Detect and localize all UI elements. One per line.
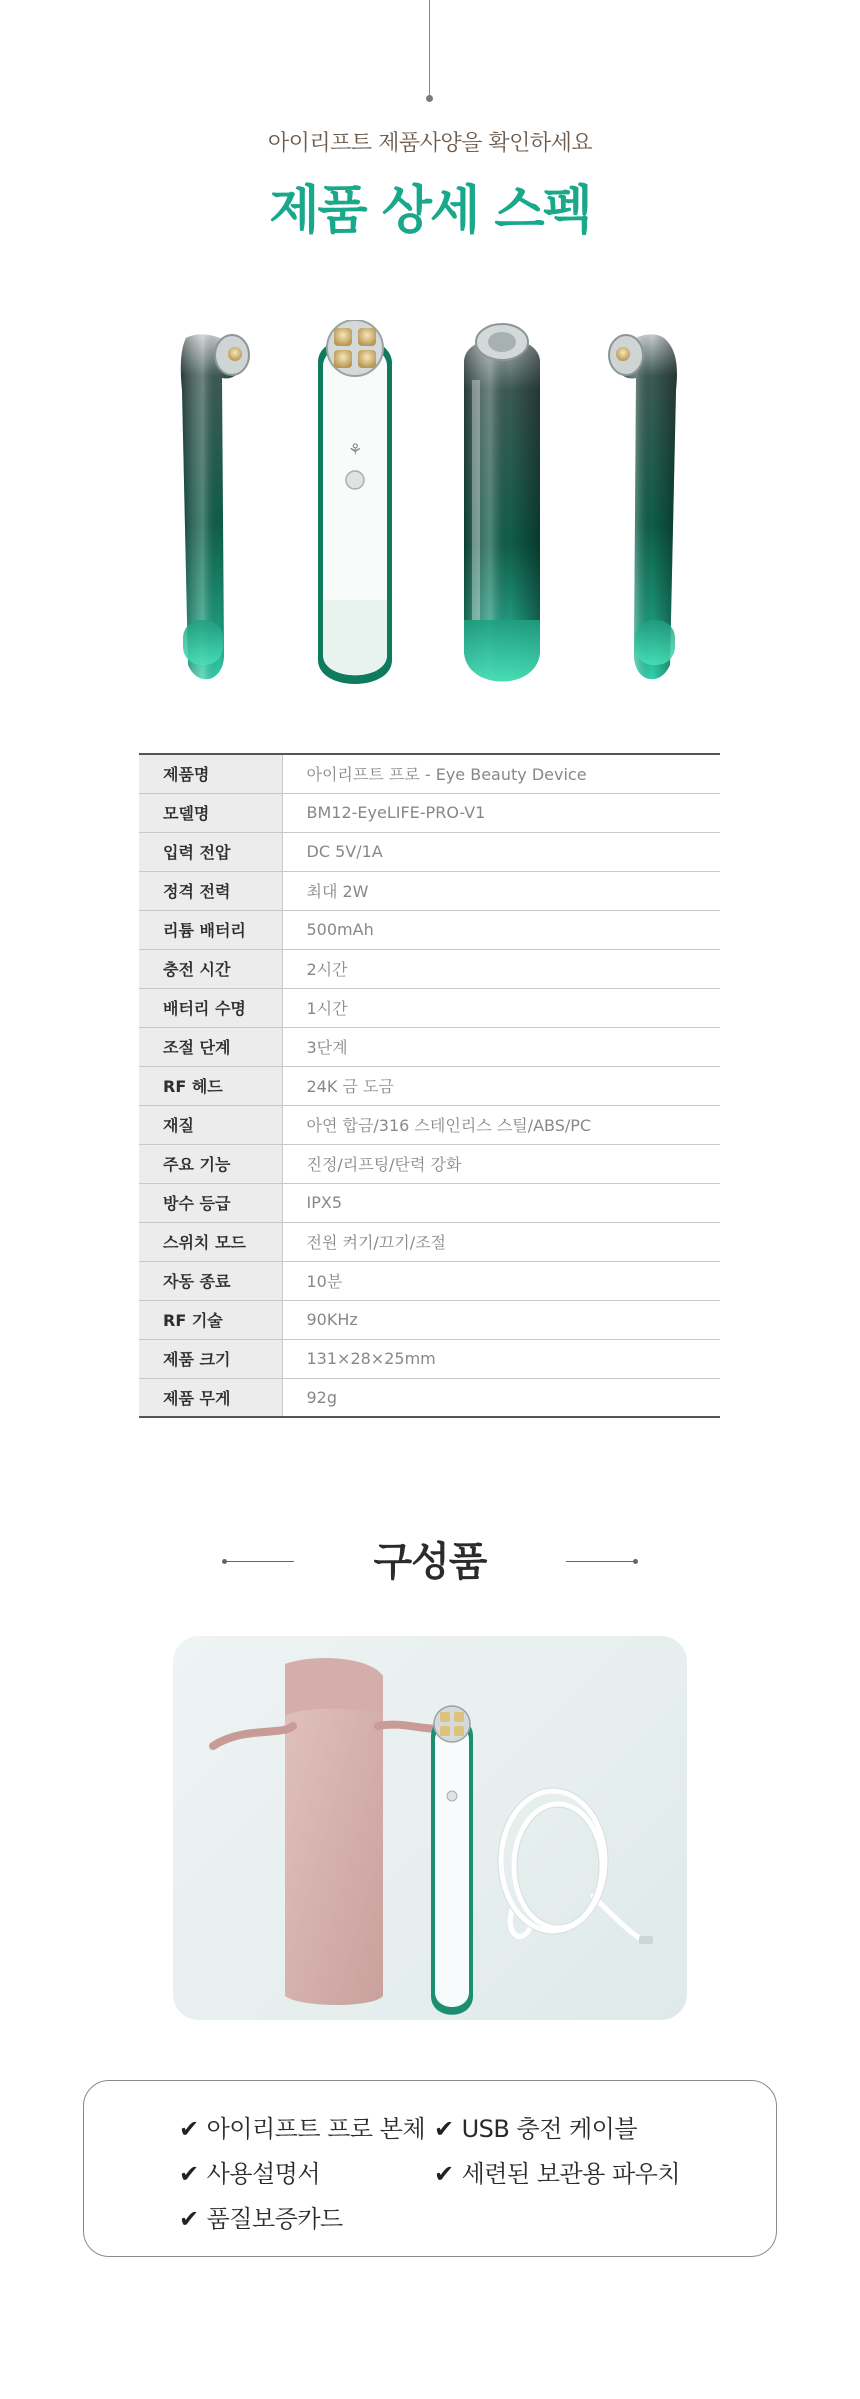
device-front-view (318, 320, 392, 684)
spec-row (139, 1183, 720, 1222)
components-title: 구성품 (373, 1539, 487, 1585)
spec-table (139, 753, 720, 1418)
spec-row (139, 910, 720, 949)
top-divider-dot (426, 95, 433, 102)
spec-row (139, 1261, 720, 1300)
spec-label: 충전 시간 (139, 949, 282, 988)
spec-value: IPX5 (282, 1183, 720, 1222)
device-side-view-right (609, 334, 677, 679)
spec-label: 자동 종료 (139, 1261, 282, 1300)
spec-value: 아이리프트 프로 - Eye Beauty Device (282, 754, 720, 793)
spec-row (139, 754, 720, 793)
spec-label: 제품명 (139, 754, 282, 793)
spec-value: 최대 2W (282, 871, 720, 910)
check-icon: ✔ (434, 2160, 454, 2188)
component-item-usb-cable: ✔ USB 충전 케이블 (434, 2115, 638, 2143)
svg-text:⚘: ⚘ (347, 440, 363, 459)
spec-value: 1시간 (282, 988, 720, 1027)
component-item-pouch: ✔ 세련된 보관용 파우치 (434, 2160, 681, 2188)
spec-value: 500mAh (282, 910, 720, 949)
spec-row (139, 1027, 720, 1066)
spec-row (139, 793, 720, 832)
spec-row (139, 1222, 720, 1261)
spec-label: 조절 단계 (139, 1027, 282, 1066)
spec-value: 10분 (282, 1261, 720, 1300)
spec-label: 제품 크기 (139, 1339, 282, 1378)
components-photo (173, 1636, 687, 2020)
spec-row (139, 1339, 720, 1378)
spec-label: 배터리 수명 (139, 988, 282, 1027)
spec-row (139, 1300, 720, 1339)
spec-label: 스위치 모드 (139, 1222, 282, 1261)
spec-row (139, 1144, 720, 1183)
spec-value: 진정/리프팅/탄력 강화 (282, 1144, 720, 1183)
components-list-box (83, 2080, 777, 2257)
spec-value: DC 5V/1A (282, 832, 720, 871)
device-back-view (464, 324, 540, 682)
spec-row (139, 1066, 720, 1105)
component-item-manual: ✔ 사용설명서 (179, 2160, 321, 2188)
device-views (0, 320, 860, 700)
spec-label: 모델명 (139, 793, 282, 832)
spec-value: 131×28×25mm (282, 1339, 720, 1378)
spec-row (139, 871, 720, 910)
spec-label: 주요 기능 (139, 1144, 282, 1183)
device-side-view-left (181, 334, 249, 679)
component-item-warranty-card: ✔ 품질보증카드 (179, 2205, 343, 2233)
device-illustration (0, 320, 860, 700)
spec-label: 리튬 배터리 (139, 910, 282, 949)
spec-row (139, 988, 720, 1027)
spec-value: BM12-EyeLIFE-PRO-V1 (282, 793, 720, 832)
spec-label: 정격 전력 (139, 871, 282, 910)
spec-label: 제품 무게 (139, 1378, 282, 1417)
check-icon: ✔ (179, 2205, 199, 2233)
spec-value: 2시간 (282, 949, 720, 988)
spec-label: 방수 등급 (139, 1183, 282, 1222)
spec-row (139, 832, 720, 871)
spec-label: RF 기술 (139, 1300, 282, 1339)
spec-value: 90KHz (282, 1300, 720, 1339)
spec-label: 입력 전압 (139, 832, 282, 871)
check-icon: ✔ (434, 2115, 454, 2143)
components-photo-illustration (173, 1636, 687, 2020)
spec-value: 92g (306, 1387, 338, 1407)
spec-row (139, 1105, 720, 1144)
spec-row (139, 1378, 720, 1417)
spec-value: 아연 합금/316 스테인리스 스틸/ABS/PC (282, 1105, 720, 1144)
spec-value: 24K 금 도금 (282, 1066, 720, 1105)
section-title: 제품 상세 스펙 (269, 181, 591, 241)
spec-value: 3단계 (282, 1027, 720, 1066)
check-icon: ✔ (179, 2160, 199, 2188)
component-item-device: ✔ 아이리프트 프로 본체 (179, 2115, 426, 2143)
spec-label: RF 헤드 (139, 1066, 282, 1105)
section-subtitle: 아이리프트 제품사양을 확인하세요 (267, 131, 593, 156)
spec-value: 전원 켜기/끄기/조절 (282, 1222, 720, 1261)
check-icon: ✔ (179, 2115, 199, 2143)
top-divider-line (429, 0, 430, 98)
spec-label: 재질 (139, 1105, 282, 1144)
spec-row (139, 949, 720, 988)
